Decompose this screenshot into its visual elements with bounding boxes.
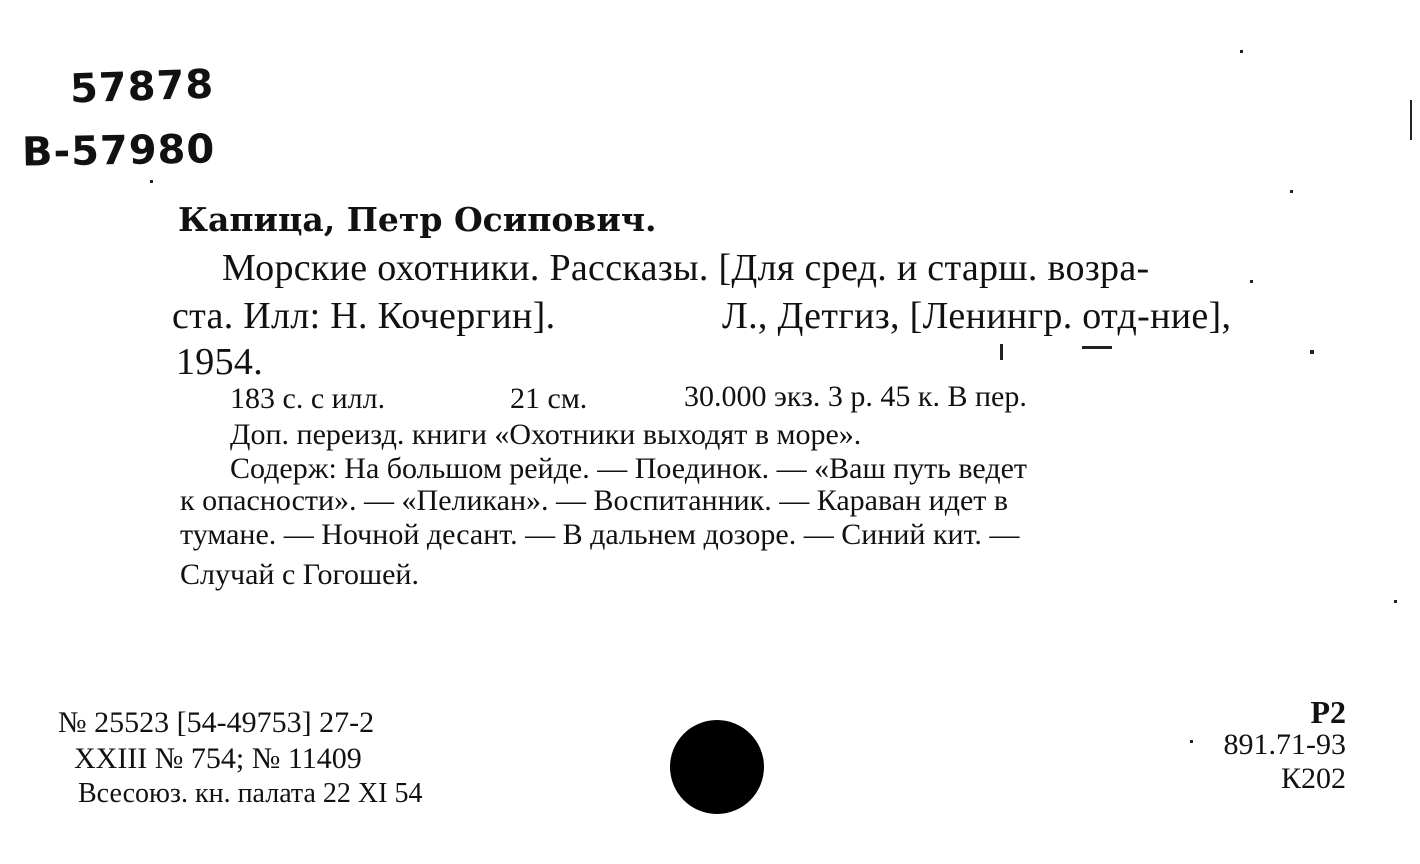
reprint-note: Доп. переизд. книги «Охотники выходят в море».	[230, 418, 862, 451]
contents-line-4: Случай с Гогошей.	[180, 558, 419, 591]
scan-speck	[1410, 100, 1412, 140]
scan-speck	[1240, 50, 1243, 53]
classification-code-2: 891.71-93	[1223, 728, 1346, 761]
scan-speck	[1394, 600, 1397, 603]
contents-line-2: к опасности». — «Пеликан». — Воспитанник. — Караван идет в	[180, 484, 1009, 517]
scan-speck	[1310, 350, 1314, 354]
pages-count: 183 с. с илл.	[230, 382, 386, 415]
title-line-1: Морские охотники. Рассказы. [Для сред. и старш. возра-	[222, 247, 1150, 289]
scan-speck	[1082, 346, 1112, 349]
contents-line-1: Содерж: На большом рейде. — Поединок. — «Ваш путь ведет	[230, 452, 1028, 485]
handwritten-number-2: В-57980	[21, 126, 216, 176]
handwritten-number-1: 57878	[69, 61, 215, 113]
classification-code-3: К202	[1280, 762, 1346, 795]
footer-line-1: № 25523 [54-49753] 27-2	[58, 706, 375, 739]
footer-line-2: XXIII № 754; № 11409	[74, 742, 362, 775]
book-size: 21 см.	[510, 382, 588, 415]
publication-year: 1954.	[176, 341, 263, 383]
author-heading: Капица, Петр Осипович.	[178, 200, 657, 239]
contents-line-3: тумане. — Ночной десант. — В дальнем дозоре. — Синий кит. —	[180, 518, 1020, 551]
scan-speck	[150, 180, 153, 183]
scan-speck	[1250, 280, 1253, 283]
scan-speck	[1190, 740, 1193, 743]
scan-speck	[1000, 344, 1003, 360]
classification-code-1: Р2	[1310, 694, 1346, 730]
scan-speck	[1290, 190, 1293, 193]
punch-hole	[670, 720, 764, 814]
title-line-2-right: Л., Детгиз, [Ленингр. отд-ние],	[722, 295, 1232, 337]
print-run-price: 30.000 экз. 3 р. 45 к. В пер.	[684, 380, 1027, 413]
footer-line-3: Всесоюз. кн. палата 22 XI 54	[78, 778, 423, 809]
title-line-2-left: ста. Илл: Н. Кочергин].	[172, 295, 556, 337]
